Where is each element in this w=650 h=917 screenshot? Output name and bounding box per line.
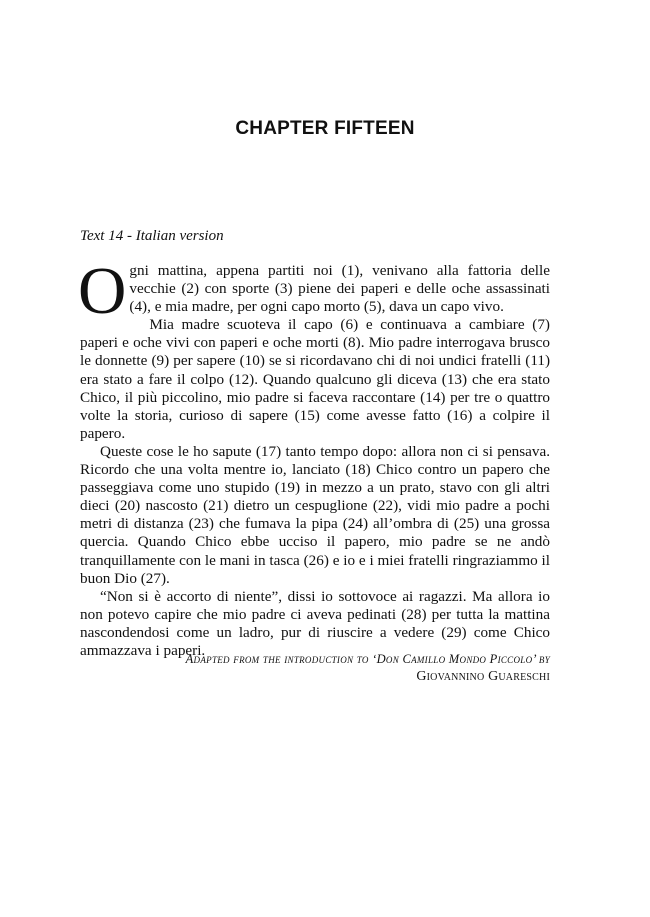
paragraph-4: “Non si è accorto di niente”, dissi io sottovoce ai ragazzi. Ma allora io non potevo capire che mio padre ci aveva pedinati (28) per tutta la mattina nascondendosi come un ladro, pur di riuscire a vedere (29) come Chico ammazzava i paperi.: [80, 587, 550, 659]
body-text: [78, 254, 550, 660]
section-label: Text 14 - Italian version: [80, 228, 224, 244]
attribution-author: Giovannino Guareschi: [416, 669, 550, 684]
paragraph-3: Queste cose le ho sapute (17) tanto tempo dopo: allora non ci si pensava. Ricordo che una volta mentre io, lanciato (18) Chico contro un papero che passeggiava come uno stupido (19) in mezzo a un prato, stavo con gli altri dieci (20) nascosto (21) dietro un cespuglione (22), vidi mio padre a pochi metri di distanza (23) che fumava la pipa (24) all’ombra di (25) una grossa quercia. Quando Chico ebbe ucciso il papero, mio padre se ne andò tranquillamente con le mani in tasca (26) e io e i miei fratelli ringraziammo il buon Dio (27).: [80, 442, 550, 587]
chapter-title: CHAPTER FIFTEEN: [235, 118, 415, 139]
drop-cap: O: [78, 254, 127, 328]
paragraph-1-text: gni mattina, appena partiti noi (1), venivano alla fattoria delle vecchie (2) con sporte (3) piene dei paperi e delle oche assassinati (4), e mia madre, per ogni capo morto (5), dava un capo vivo.: [129, 262, 550, 316]
attribution-source: Adapted from the introduction to ‘Don Camillo Mondo Piccolo’ by: [185, 652, 550, 666]
paragraph-2: Mia madre scuoteva il capo (6) e continuava a cambiare (7) paperi e oche vivi con paperi e oche morti (8). Mio padre interrogava brusco le donnette (9) per sapere (10) se si ricordavano chi di noi undici fratelli (11) era stato a fare il colpo (12). Quando qualcuno gli diceva (13) che era stato Chico, il più piccolino, mio padre si faceva raccontare (14) per tre o quattro volte la storia, curioso di sapere (15) come avesse fatto (16) a colpire il papero.: [80, 316, 550, 442]
attribution: [80, 650, 550, 686]
paragraph-1: [78, 254, 550, 328]
